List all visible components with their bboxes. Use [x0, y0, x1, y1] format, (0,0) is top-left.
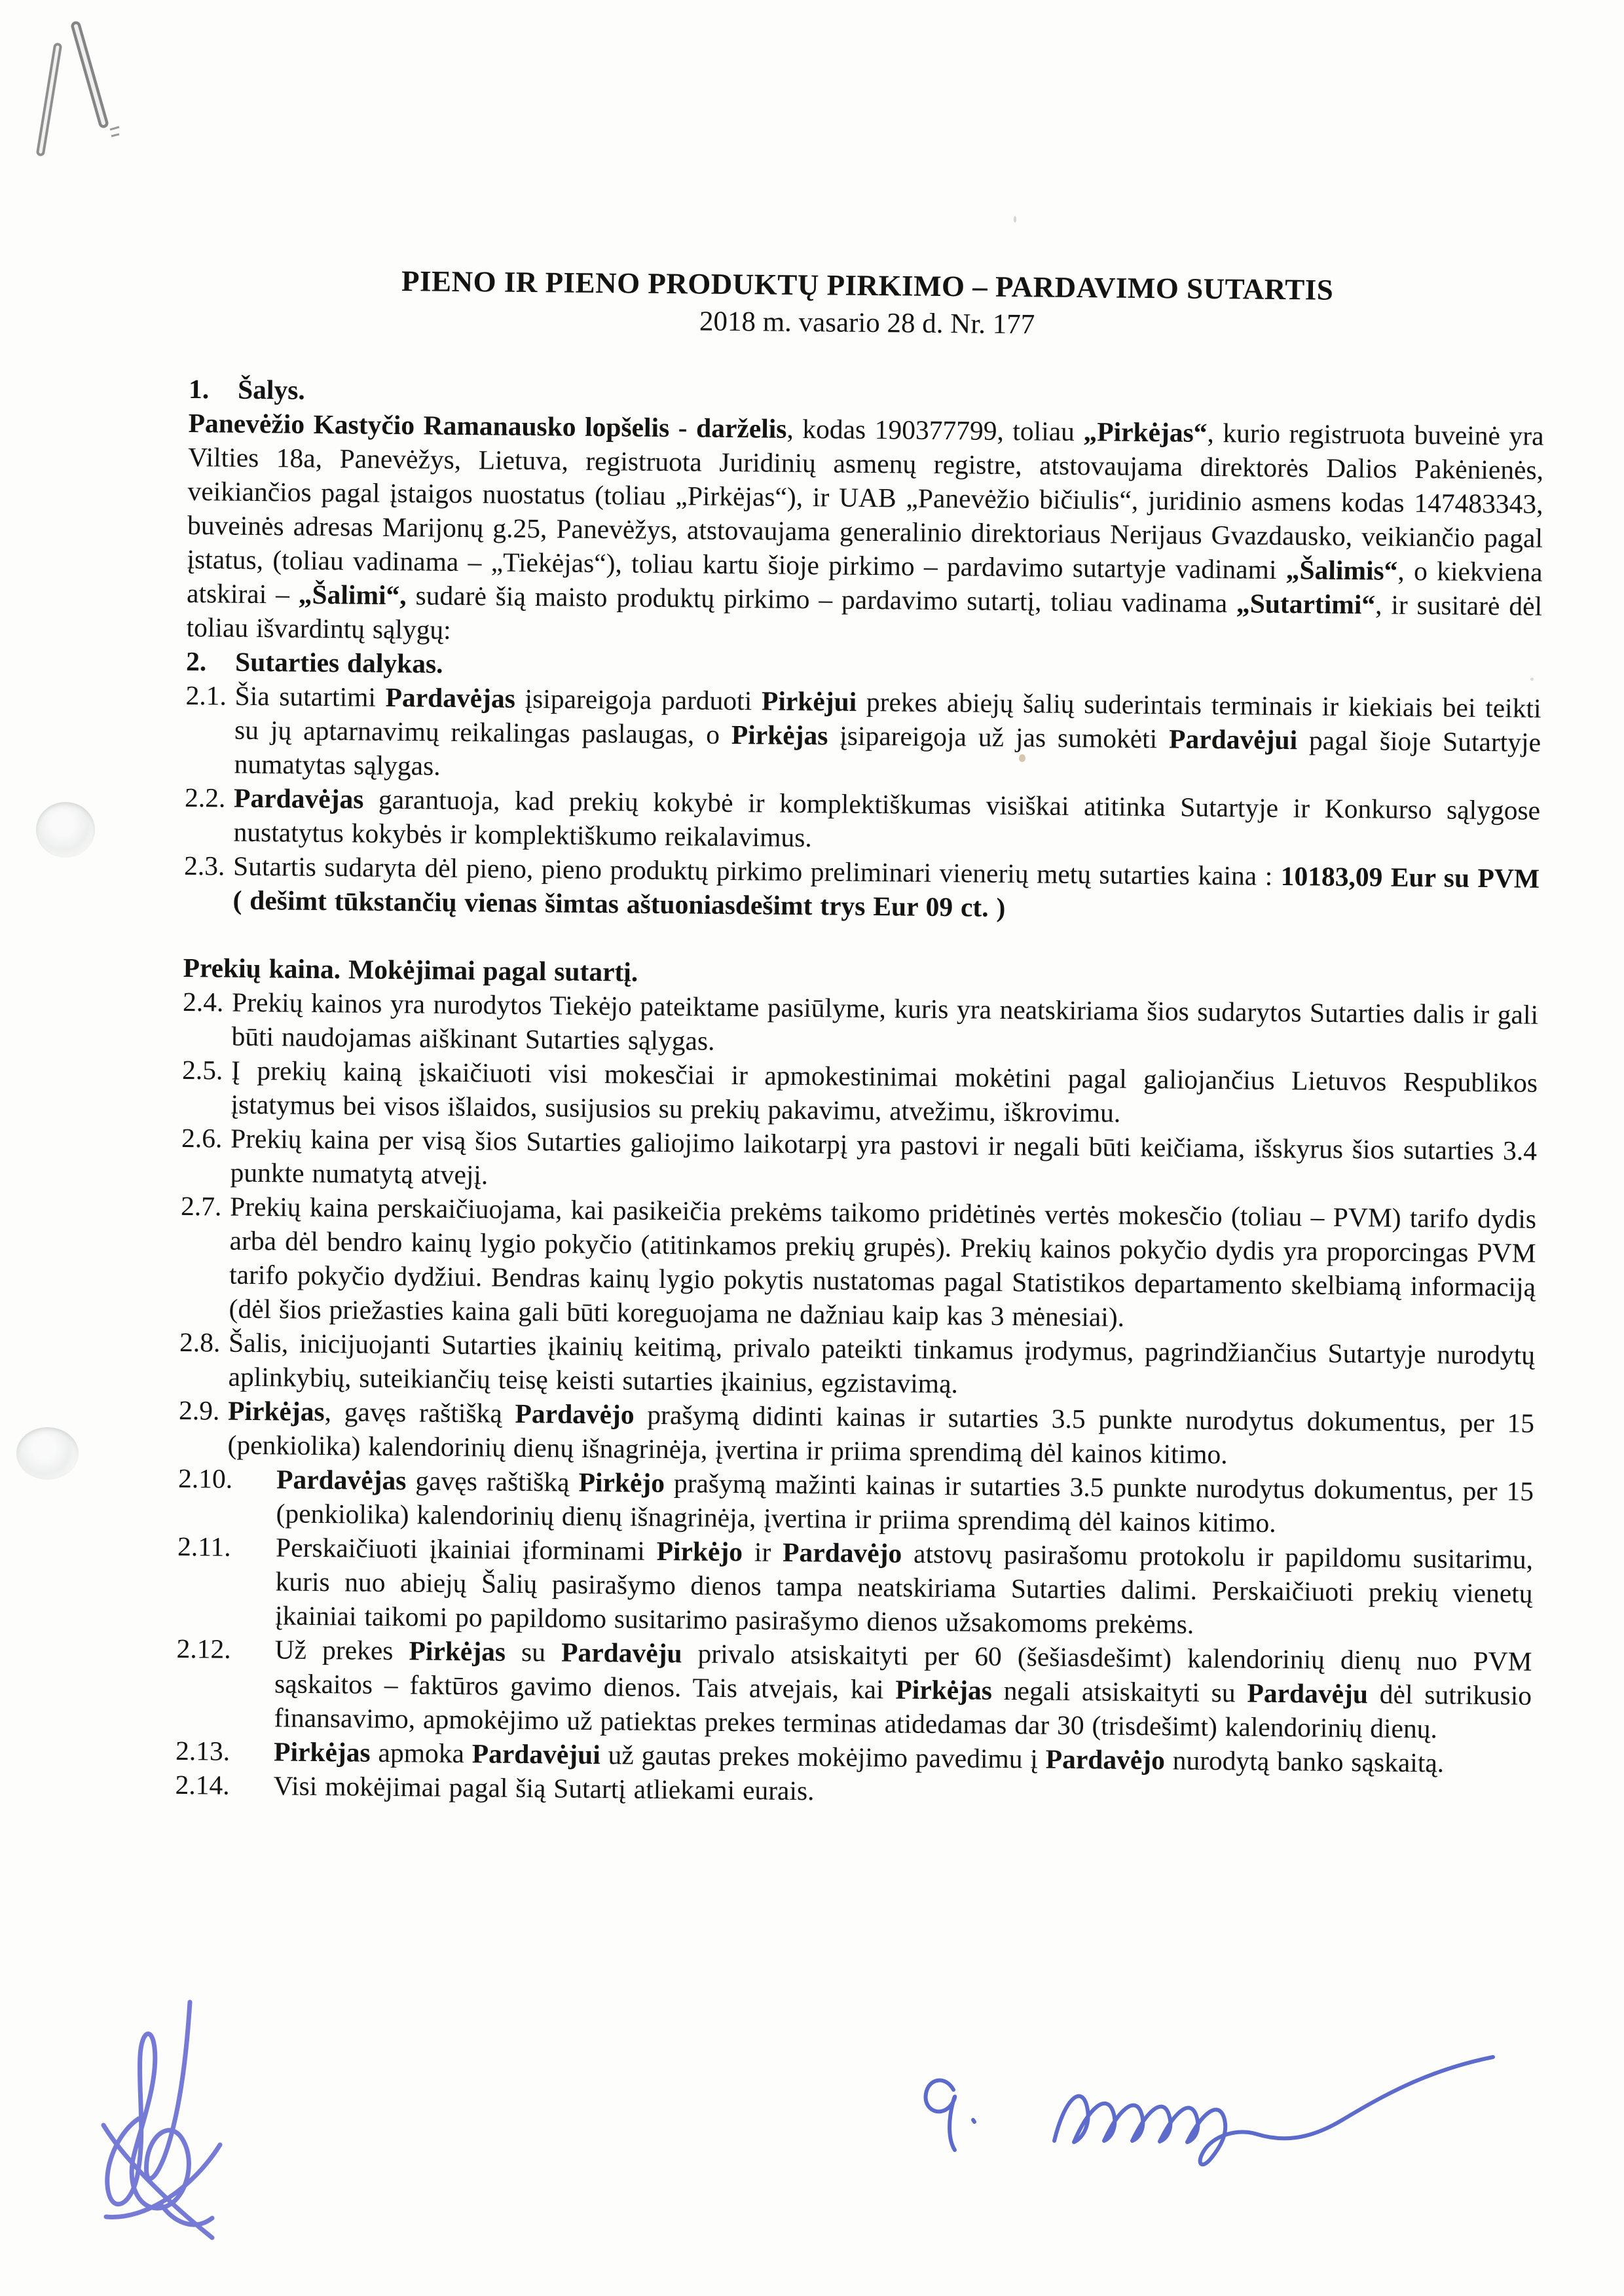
- document-date-line: 2018 m. vasario 28 d. Nr. 177: [699, 306, 1035, 340]
- contract-clause: 2.3. Sutartis sudaryta dėl pieno, pieno produktų pirkimo preliminari vienerių metų sutarties kaina : 10183,09 Eur su PVM ( dešimt tūkstančių vienas šimtas aštuoniasdešimt trys Eur 09 ct. ): [183, 848, 1540, 930]
- contract-clause: 2.2. Pardavėjas garantuoja, kad prekių kokybė ir komplektiškumas visiškai atitinka Sutartyje ir Konkurso sąlygose nustatytus kokybės ir komplektiškumo reikalavimus.: [184, 780, 1540, 862]
- signature-buyer: [84, 1990, 293, 2246]
- clause-number: 2.9.: [178, 1394, 220, 1426]
- clause-number: 2.14.: [175, 1769, 230, 1800]
- section-heading: 2. Sutarties dalykas.: [186, 644, 1541, 691]
- contract-clause: 2.6. Prekių kaina per visą šios Sutarties galiojimo laikotarpį yra pastovi ir negali būti keičiama, išskyrus šios sutarties 3.4 punkte numatytą atvejį.: [181, 1121, 1537, 1202]
- clause-number: 2.10.: [177, 1463, 233, 1494]
- clause-number: 2.13.: [175, 1735, 231, 1766]
- clause-number: 2.1.: [185, 680, 227, 711]
- signature-seller: [891, 2030, 1532, 2193]
- clause-number: 2.4.: [182, 986, 224, 1017]
- document-body: [175, 372, 1544, 1815]
- contract-clause: 2.4. Prekių kainos yra nurodytos Tiekėjo pateiktame pasiūlyme, kuris yra neatskiriama šios sudarytos Sutarties dalis ir gali būti naudojamas aiškinant Sutarties sąlygas.: [182, 985, 1538, 1066]
- staple-mark: [20, 13, 151, 170]
- clause-number: 2.7.: [180, 1190, 222, 1222]
- punch-hole-mark: [36, 802, 95, 858]
- clause-number: 1.: [188, 373, 210, 405]
- clause-number: 2.: [185, 646, 207, 677]
- clause-number: 2.3.: [183, 850, 225, 881]
- contract-clause: 2.1. Šia sutartimi Pardavėjas įsipareigoja parduoti Pirkėjui prekes abiejų šalių suderintais terminais ir kiekiais bei teikti su jų aptarnavimų reikalingas paslaugas, o Pirkėjas įsipareigoja už jas sumokėti Pardavėjui pagal šioje Sutartyje numatytas sąlygas.: [185, 678, 1541, 793]
- section-heading: 1. Šalys.: [189, 372, 1544, 419]
- clause-number: 2.2.: [184, 782, 226, 813]
- contract-clause: 2.12. Už prekes Pirkėjas su Pardavėju privalo atsiskaityti per 60 (šešiasdešimt) kalendorinių dienų nuo PVM sąskaitos – faktūros gavimo dienos. Tais atvejais, kai Pirkėjas negali atsiskaityti su Pardavėju dėl sutrikusio finansavimo, apmokėjimo už patiektas prekes terminas atidedamas dar 30 (trisdešimt) kalendorinių dienų.: [175, 1631, 1532, 1747]
- contract-clause: 2.8. Šalis, inicijuojanti Sutarties įkainių keitimą, privalo pateikti tinkamus įrodymus, pagrindžiančius Sutartyje nurodytų aplinkybių, suteikiančių teisę keisti sutarties įkainius, egzistavimą.: [179, 1325, 1535, 1406]
- clause-number: 2.11.: [177, 1531, 231, 1562]
- contract-clause: 2.10. Pardavėjas gavęs raštišką Pirkėjo prašymą mažinti kainas ir sutarties 3.5 punkte nurodytus dokumentus, per 15 (penkiolika) kalendorinių dienų išnagrinėja, įvertina ir priima sprendimą dėl kainos kitimo.: [177, 1461, 1534, 1542]
- contract-clause: 2.13. Pirkėjas apmoka Pardavėjui už gautas prekes mokėjimo pavedimu į Pardavėjo nurodytą banko sąskaitą.: [175, 1734, 1531, 1781]
- contract-clause: 2.14. Visi mokėjimai pagal šią Sutartį atliekami eurais.: [175, 1768, 1530, 1815]
- contract-clause: 2.11. Perskaičiuoti įkainiai įforminami Pirkėjo ir Pardavėjo atstovų pasirašomu protokolu ir papildomu susitarimu, kuris nuo abiejų Šalių pasirašymo dienos tampa neatskiriama Sutarties dalimi. Perskaičiuoti prekių vienetų įkainiai taikomi po papildomo susitarimo pasirašymo dienos užsakomoms prekėms.: [177, 1529, 1533, 1645]
- clause-number: 2.6.: [181, 1122, 223, 1154]
- document-content: [175, 261, 1545, 1815]
- document-title: PIENO IR PIENO PRODUKTŲ PIRKIMO – PARDAVIMO SUTARTIS: [401, 264, 1334, 306]
- contract-clause: 2.7. Prekių kaina perskaičiuojama, kai pasikeičia prekėms taikomo pridėtinės vertės mokesčio (toliau – PVM) tarifo dydis arba dėl bendro kainų lygio pokyčio (atitinkamos prekių grupės). Prekių kainos pokyčio dydis yra proporcingas PVM tarifo pokyčio dydžiui. Bendras kainų lygio pokytis nustatomas pagal Statistikos departamento skelbiamą informaciją (dėl šios priežasties kaina gali būti koreguojama ne dažniau kaip kas 3 mėnesiai).: [179, 1189, 1536, 1338]
- clause-number: 2.12.: [176, 1633, 231, 1664]
- clause-number: 2.8.: [179, 1326, 221, 1358]
- contract-clause: 2.9. Pirkėjas, gavęs raštišką Pardavėjo prašymą didinti kainas ir sutarties 3.5 punkte nurodytus dokumentus, per 15 (penkiolika) kalendorinių dienų išnagrinėja, įvertina ir priima sprendimą dėl kainos kitimo.: [178, 1393, 1534, 1474]
- clause-number: 2.5.: [181, 1054, 223, 1085]
- punch-hole-mark: [16, 1427, 79, 1480]
- scan-speck: [1014, 216, 1016, 223]
- contract-clause: 2.5. Į prekių kainą įskaičiuoti visi mokesčiai ir apmokestinimai mokėtini pagal galiojančius Lietuvos Respublikos įstatymus bei visos išlaidos, susijusios su prekių pakavimu, atvežimu, iškrovimu.: [181, 1053, 1538, 1134]
- contract-paragraph: Panevėžio Kastyčio Ramanausko lopšelis - darželis, kodas 190377799, toliau „Pirkėjas“, kurio registruota buveinė yra Vilties 18a, Panevėžys, Lietuva, registruota Juridinių asmenų registre, atstovaujama direktorės Dalios Pakėnienės, veikiančios pagal įstaigos nuostatus (toliau „Pirkėjas“), ir UAB „Panevėžio bičiulis“, juridinio asmens kodas 147483343, buveinės adresas Marijonų g.25, Panevėžys, atstovaujama generalinio direktoriaus Nerijaus Gvazdausko, veikiančio pagal įstatus, (toliau vadinama – „Tiekėjas“), toliau kartu šioje pirkimo – pardavimo sutartyje vadinami „Šalimis“, o kiekviena atskirai – „Šalimi“, sudarė šią maisto produktų pirkimo – pardavimo sutartį, toliau vadinama „Sutartimi“, ir susitarė dėl toliau išvardintų sąlygų:: [186, 407, 1544, 645]
- section-subheading: Prekių kaina. Mokėjimai pagal sutartį.: [183, 952, 638, 987]
